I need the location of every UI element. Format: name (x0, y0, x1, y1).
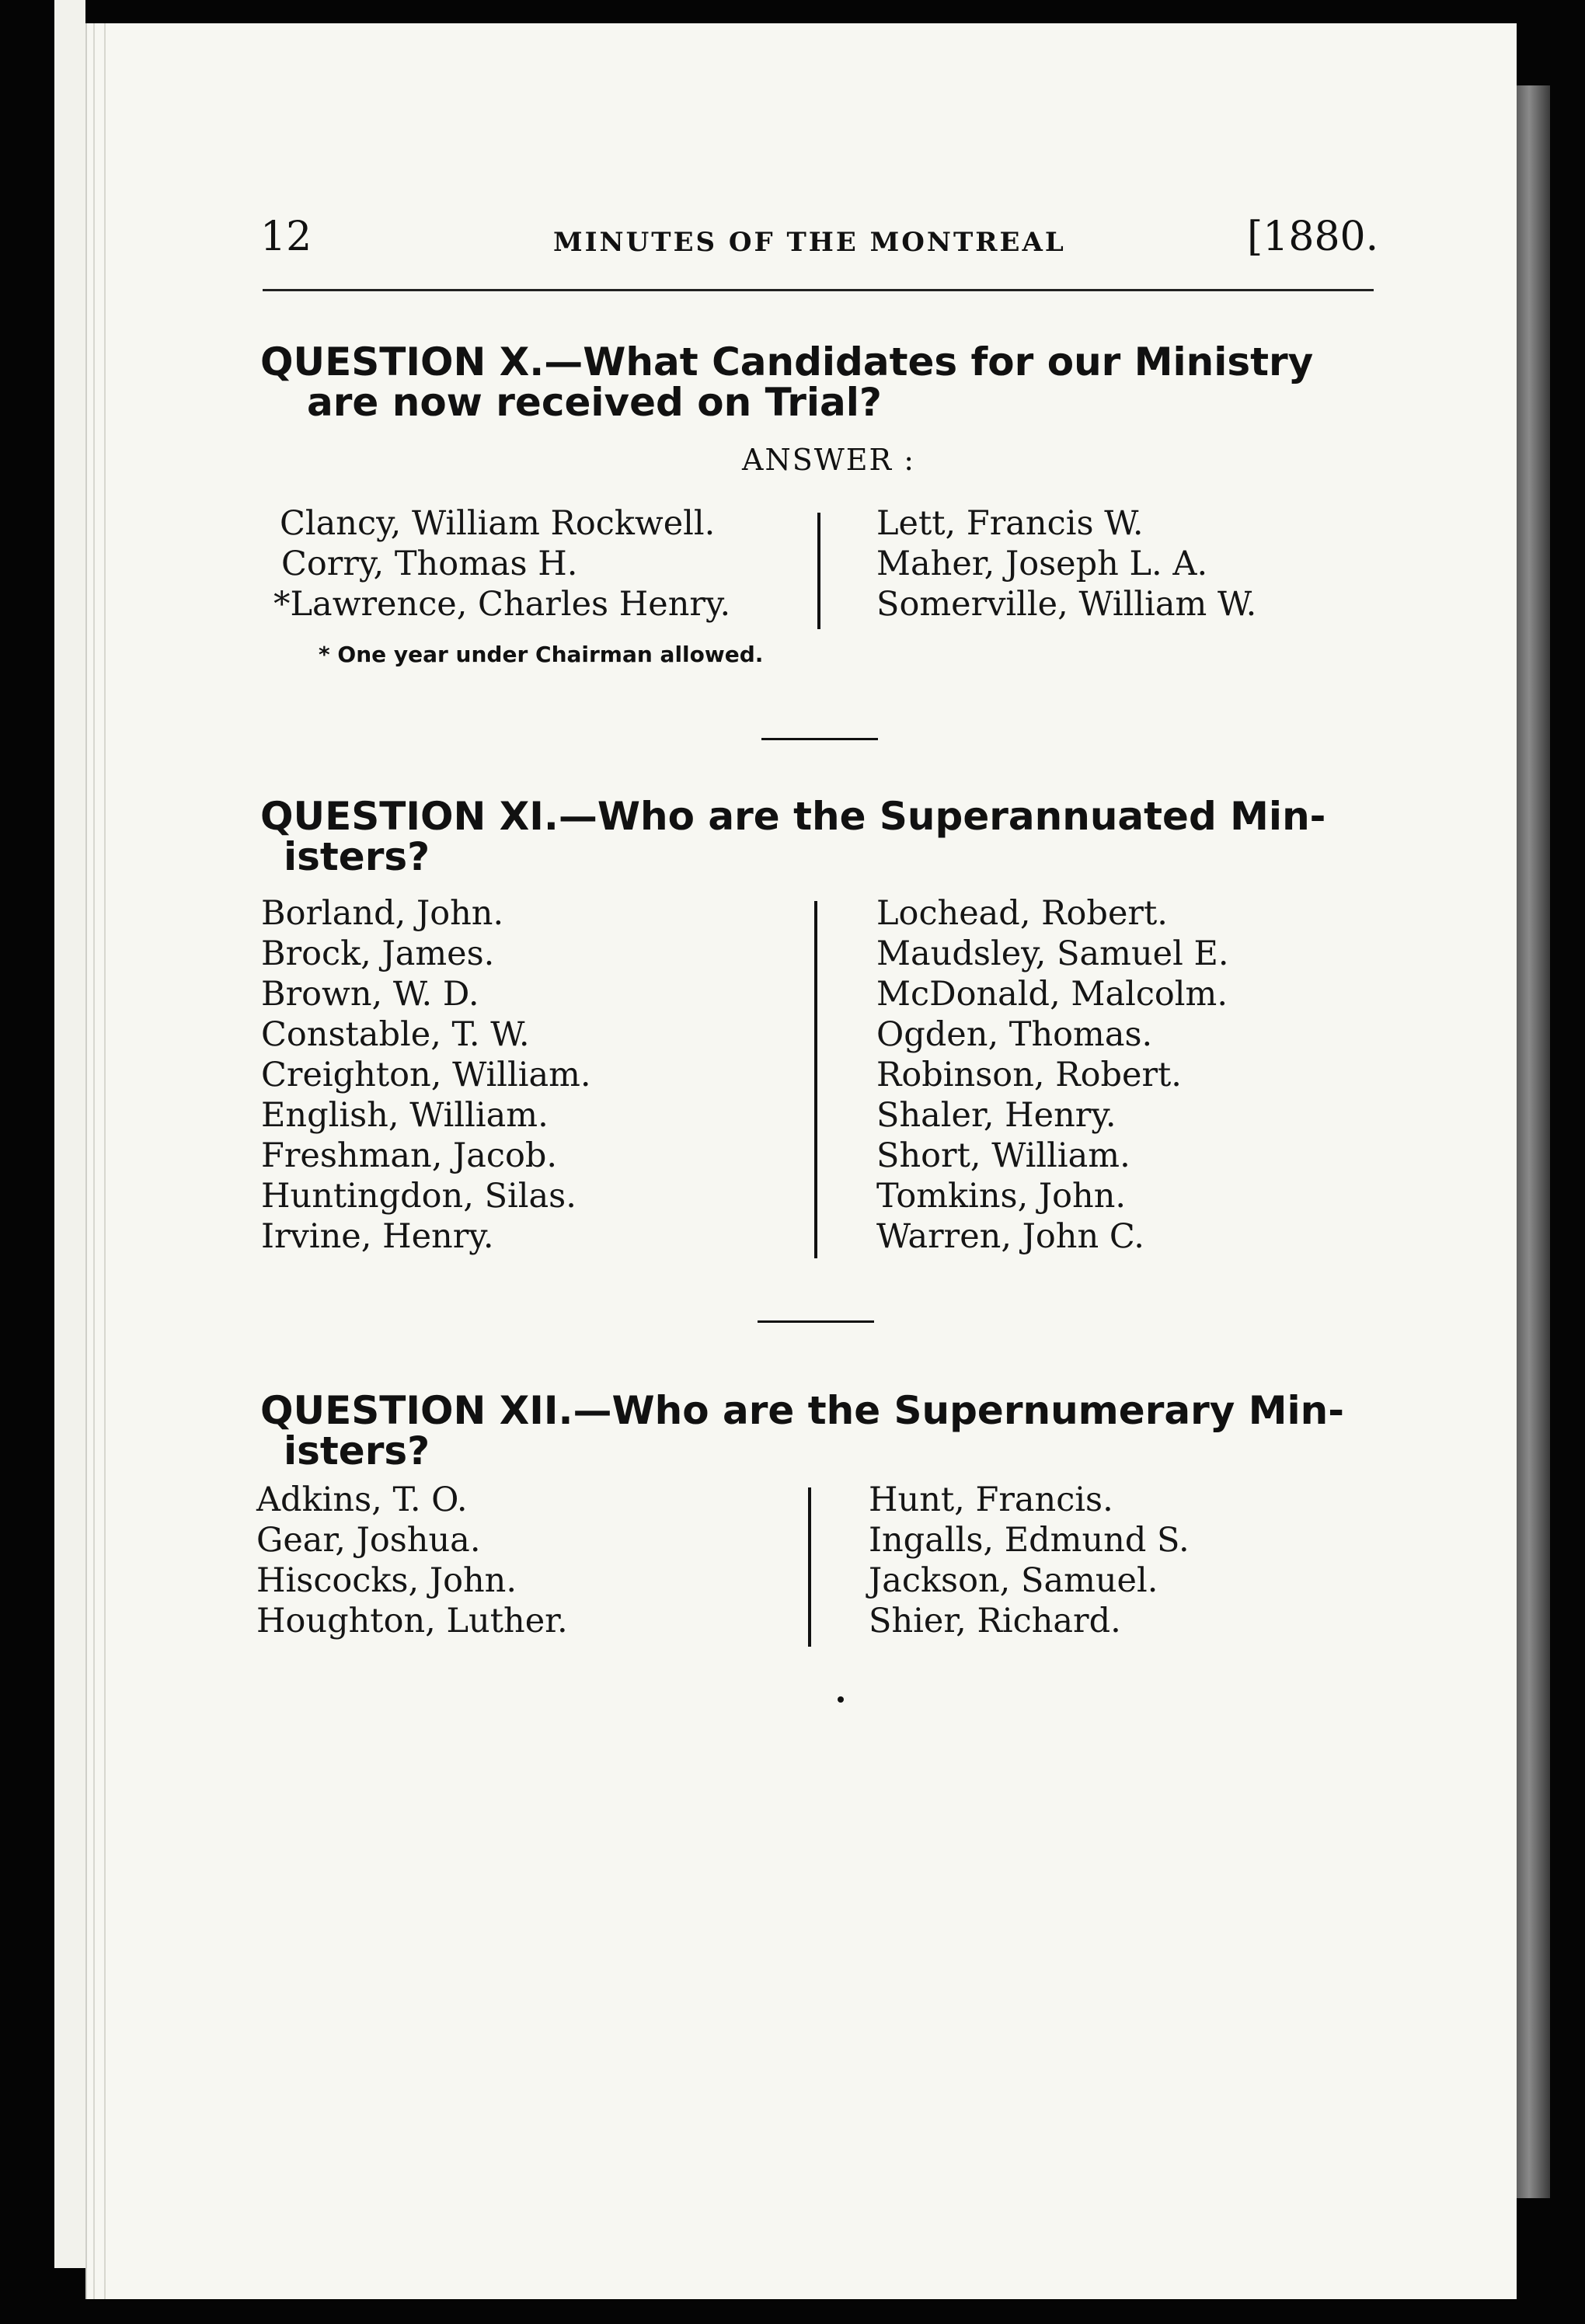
section-separator (758, 1320, 874, 1323)
list-item: Freshman, Jacob. (261, 1136, 558, 1175)
question-x-left-list (273, 503, 731, 624)
question-xii-left-list (256, 1480, 568, 1641)
list-item: Shier, Richard. (869, 1602, 1121, 1640)
question-xi-line1: QUESTION XI.—Who are the Superannuated Min- (260, 794, 1326, 839)
question-xii-line1: QUESTION XII.—Who are the Supernumerary Min- (260, 1388, 1344, 1433)
list-item: Shaler, Henry. (876, 1096, 1116, 1135)
list-item: Houghton, Luther. (256, 1602, 568, 1640)
list-item: Lochead, Robert. (876, 894, 1168, 933)
column-divider (814, 901, 817, 1258)
question-xi-left-list (261, 893, 591, 1257)
list-item: Ogden, Thomas. (876, 1015, 1153, 1054)
question-xi-right-list (876, 893, 1229, 1257)
list-item: Warren, John C. (876, 1217, 1144, 1256)
question-xii-heading (260, 1390, 1387, 1471)
list-item: Creighton, William. (261, 1056, 591, 1094)
question-x-heading (260, 339, 1387, 425)
page-edge-line (93, 23, 95, 2299)
list-item: Hunt, Francis. (869, 1480, 1113, 1519)
list-item: Brock, James. (261, 934, 495, 973)
list-item: Borland, John. (261, 894, 504, 933)
list-item: Hiscocks, John. (256, 1561, 517, 1600)
list-item: Short, William. (876, 1136, 1130, 1175)
list-item: Adkins, T. O. (256, 1480, 468, 1519)
column-divider (817, 513, 820, 629)
list-item: Brown, W. D. (261, 975, 479, 1014)
question-x-line1: QUESTION X.—What Candidates for our Ministry (260, 339, 1314, 384)
page-stack-edge (54, 0, 85, 2268)
list-item: Clancy, William Rockwell. (280, 504, 716, 543)
page-edge-line (104, 23, 106, 2299)
list-item: Constable, T. W. (261, 1015, 530, 1054)
list-item: Tomkins, John. (876, 1177, 1127, 1216)
list-item: Maher, Joseph L. A. (876, 544, 1208, 583)
section-separator (761, 738, 878, 740)
ink-speck (838, 1696, 844, 1703)
list-item: McDonald, Malcolm. (876, 975, 1228, 1014)
list-item: Somerville, William W. (876, 585, 1257, 624)
question-xii-right-list (869, 1480, 1190, 1641)
list-item: Huntingdon, Silas. (261, 1177, 577, 1216)
question-xi-line2: isters? (284, 834, 430, 879)
page-number: 12 (260, 214, 312, 260)
list-item: Ingalls, Edmund S. (869, 1521, 1190, 1560)
answer-label: ANSWER : (742, 443, 916, 477)
question-x-right-list (876, 503, 1256, 624)
column-divider (808, 1487, 811, 1647)
list-item: Corry, Thomas H. (281, 544, 578, 583)
list-item: *Lawrence, Charles Henry. (273, 585, 731, 624)
list-item: Gear, Joshua. (256, 1521, 481, 1560)
question-x-line2: are now received on Trial? (307, 380, 882, 425)
question-xi-heading (260, 796, 1387, 877)
list-item: Irvine, Henry. (261, 1217, 494, 1256)
list-item: Robinson, Robert. (876, 1056, 1182, 1094)
list-item: Jackson, Samuel. (869, 1561, 1158, 1600)
list-item: Lett, Francis W. (876, 504, 1144, 543)
running-year: [1880. (1247, 214, 1379, 260)
footnote: * One year under Chairman allowed. (319, 642, 764, 667)
running-title: MINUTES OF THE MONTREAL (553, 227, 1066, 258)
list-item: Maudsley, Samuel E. (876, 934, 1229, 973)
question-xii-line2: isters? (284, 1428, 430, 1473)
header-rule (263, 289, 1374, 291)
binding-strip (1515, 85, 1550, 2198)
list-item: English, William. (261, 1096, 549, 1135)
